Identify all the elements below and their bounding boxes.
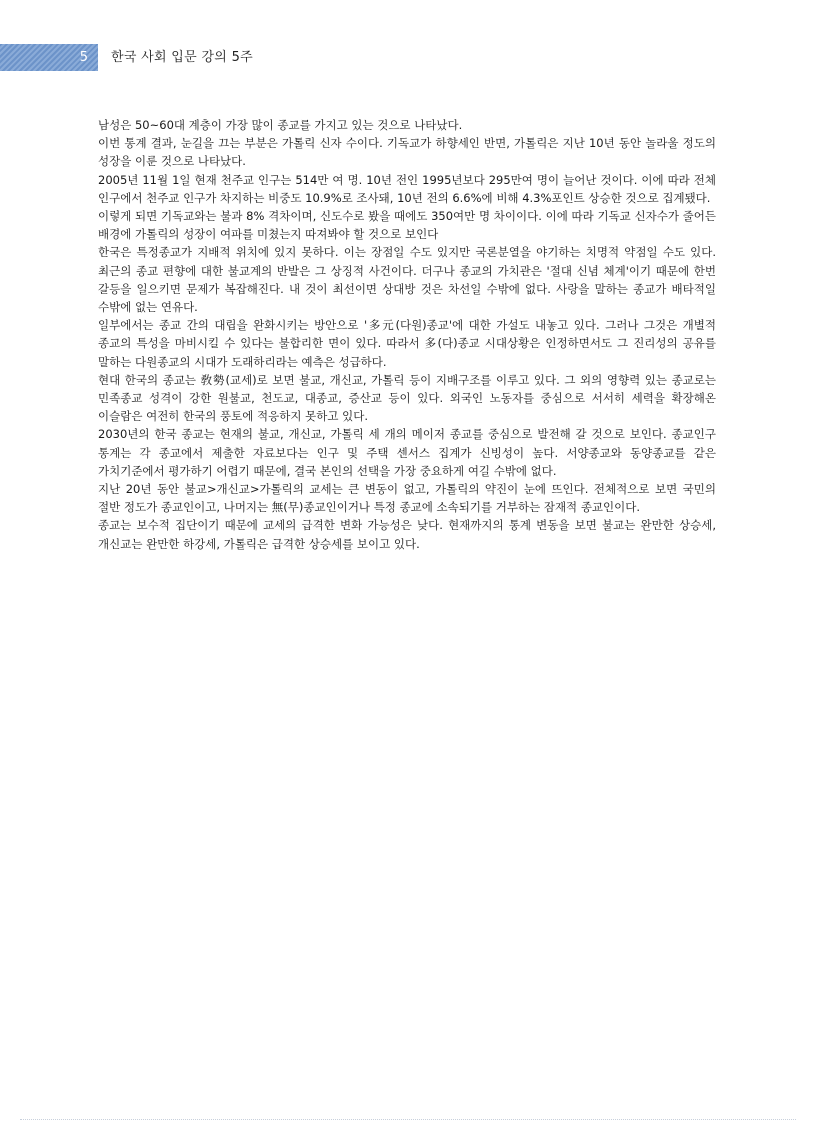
- body-text: [98, 116, 716, 553]
- paragraph: 종교는 보수적 집단이기 때문에 교세의 급격한 변화 가능성은 낮다. 현재까지의 통계 변동을 보면 불교는 완만한 상승세, 개신교는 완만한 하강세, 가톨릭은 급격한 상승세를 보이고 있다.: [98, 518, 716, 551]
- paragraph: 남성은 50~60대 계층이 가장 많이 종교를 가지고 있는 것으로 나타났다.: [98, 118, 463, 132]
- paragraph: 한국은 특정종교가 지배적 위치에 있지 못하다. 이는 장점일 수도 있지만 국론분열을 야기하는 치명적 약점일 수도 있다. 최근의 종교 편향에 대한 불교계의 반발은 그 상징적 사건이다. 더구나 종교의 가치관은 '절대 신념 체계'이기 때문에 한번 갈등을 일으키면 문제가 복잡해진다. 내 것이 최선이면 상대방 것은 차선일 수밖에 없다. 사랑을 말하는 종교가 배타적일 수밖에 없는 연유다.: [98, 245, 716, 315]
- paragraph: 이번 통계 결과, 눈길을 끄는 부분은 가톨릭 신자 수이다. 기독교가 하향세인 반면, 가톨릭은 지난 10년 동안 놀라울 정도의 성장을 이룬 것으로 나타났다.: [98, 136, 716, 169]
- paragraph: 이렇게 되면 기독교와는 불과 8% 격차이며, 신도수로 봤을 때에도 350여만 명 차이이다. 이에 따라 기독교 신자수가 줄어든 배경에 가톨릭의 성장이 여파를 미쳤는지 따져봐야 할 것으로 보인다: [98, 209, 716, 242]
- paragraph: 2030년의 한국 종교는 현재의 불교, 개신교, 가톨릭 세 개의 메이저 종교를 중심으로 발전해 갈 것으로 보인다. 종교인구 통계는 각 종교에서 제출한 자료보다는 인구 및 주택 센서스 집계가 신빙성이 높다. 서양종교와 동양종교를 같은 가치기준에서 평가하기 어렵기 때문에, 결국 본인의 선택을 가장 중요하게 여길 수밖에 없다.: [98, 427, 716, 478]
- page-number: 5: [79, 50, 88, 65]
- footer-divider: [20, 1119, 796, 1120]
- paragraph: 2005년 11월 1일 현재 천주교 인구는 514만 여 명. 10년 전인 1995년보다 295만여 명이 늘어난 것이다. 이에 따라 전체 인구에서 천주교 인구가 차지하는 비중도 10.9%로 조사돼, 10년 전의 6.6%에 비해 4.3%포인트 상승한 것으로 집계됐다.: [98, 172, 716, 205]
- paragraph: 일부에서는 종교 간의 대립을 완화시키는 방안으로 '多元(다원)종교'에 대한 가설도 내놓고 있다. 그러나 그것은 개별적 종교의 특성을 마비시킬 수 있다는 불합리한 면이 있다. 따라서 多(다)종교 시대상황은 인정하면서도 그 진리성의 공유를 말하는 다원종교의 시대가 도래하리라는 예측은 성급하다.: [98, 318, 716, 369]
- running-header-title: 한국 사회 입문 강의 5주: [111, 50, 254, 65]
- paragraph: 현대 한국의 종교는 敎勢(교세)로 보면 불교, 개신교, 가톨릭 등이 지배구조를 이루고 있다. 그 외의 영향력 있는 종교로는 민족종교 성격이 강한 원불교, 천도교, 대종교, 증산교 등이 있다. 외국인 노동자를 중심으로 서서히 세력을 확장해온 이슬람은 여전히 한국의 풍토에 적응하지 못하고 있다.: [98, 372, 716, 424]
- paragraph: 지난 20년 동안 불교>개신교>가톨릭의 교세는 큰 변동이 없고, 가톨릭의 약진이 눈에 뜨인다. 전체적으로 보면 국민의 절반 정도가 종교인이고, 나머지는 無(무)종교인이거나 특정 종교에 소속되기를 거부하는 잠재적 종교인이다.: [98, 482, 716, 515]
